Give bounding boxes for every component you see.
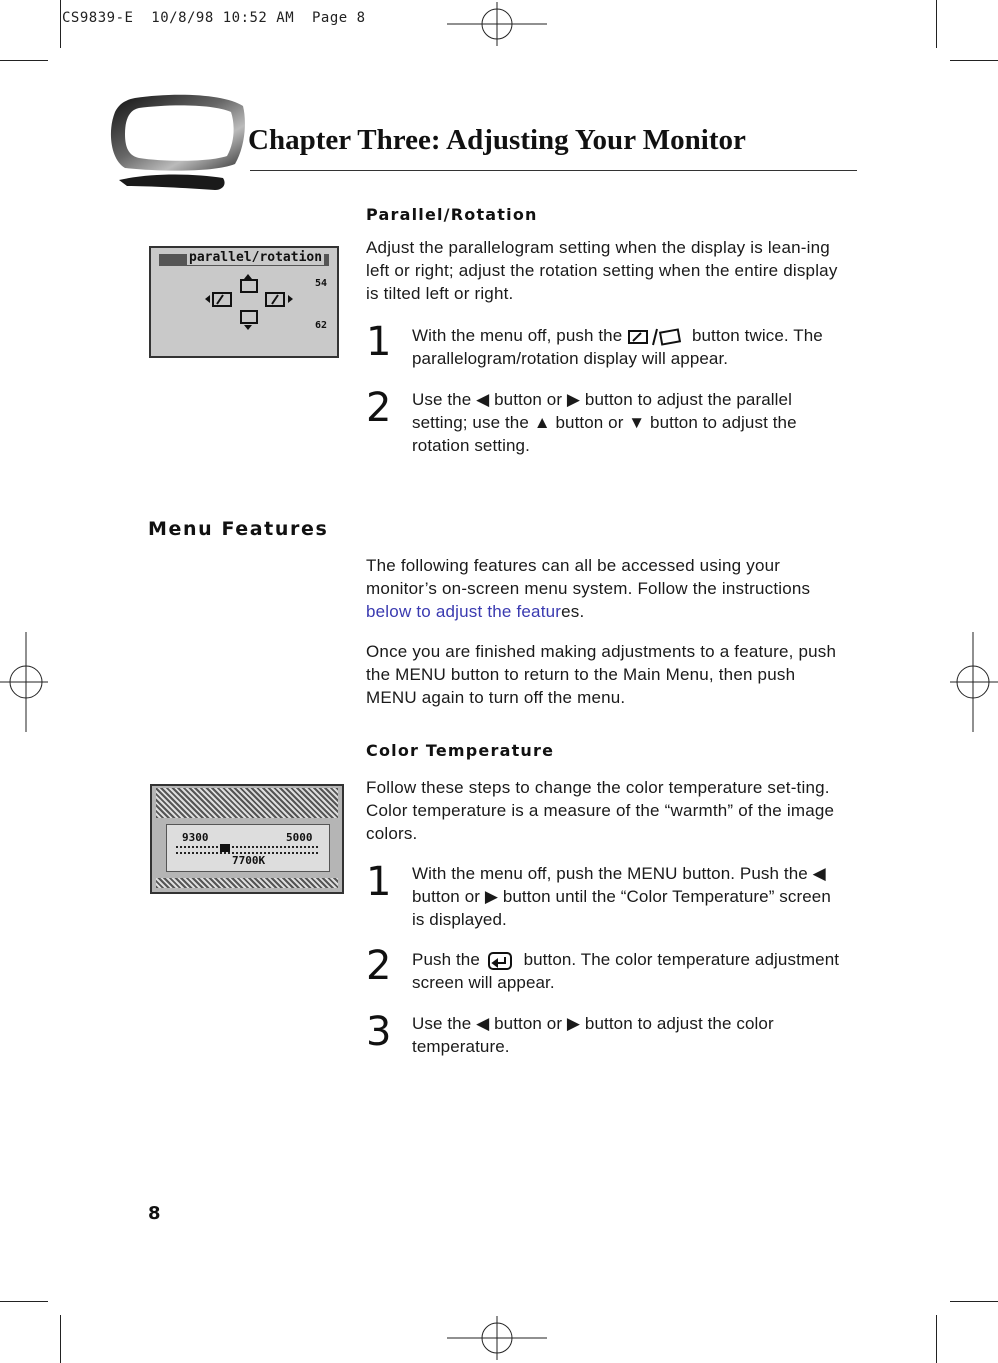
osd-parallel-rotation-icons xyxy=(151,248,337,356)
menu-features-para-1: The following features can all be accessed using your monitor’s on-screen menu system. Follow the instructions below to adjust the features. xyxy=(366,556,811,621)
step-number: 2 xyxy=(366,943,392,989)
color-step-1 xyxy=(366,859,846,929)
osd-temp-left: 9300 xyxy=(182,831,209,844)
color-temperature-heading: Color Temperature xyxy=(366,741,555,760)
step-number: 1 xyxy=(366,319,392,365)
parallel-rotation-osd-image xyxy=(149,246,339,358)
chapter-logo-icon xyxy=(105,92,250,194)
step-number: 1 xyxy=(366,859,392,905)
osd-temp-current: 7700K xyxy=(232,854,266,867)
step-number: 3 xyxy=(366,1009,392,1055)
parallel-step-2 xyxy=(366,385,846,460)
chapter-title: Chapter Three: Adjusting Your Monitor xyxy=(248,124,746,156)
parallel-step-1 xyxy=(366,319,846,382)
color-step-3 xyxy=(366,1009,846,1064)
step-number: 2 xyxy=(366,385,392,431)
step-text: Use the ◀ button or ▶ button to adjust the parallel setting; use the ▲ button or ▼ button to adjust the rotation setting. xyxy=(412,390,797,455)
osd-temp-slider-thumb xyxy=(220,844,230,852)
color-temperature-osd-image xyxy=(150,784,344,894)
color-temperature-intro: Follow these steps to change the color temperature set-ting. Color temperature is a measure of the “warmth” of the image colors. xyxy=(366,778,835,843)
parallel-rotation-intro: Adjust the parallelogram setting when the display is lean-ing left or right; adjust the rotation setting when the entire display is tilted left or right. xyxy=(366,238,838,303)
step-text: With the menu off, push the button twice. The parallelogram/rotation display will appear. xyxy=(412,326,823,368)
parallel-rotation-heading: Parallel/Rotation xyxy=(366,205,538,224)
color-step-2 xyxy=(366,943,846,998)
osd-value-bottom: 62 xyxy=(315,320,328,331)
step-text: Use the ◀ button or ▶ button to adjust the color temperature. xyxy=(412,1014,774,1056)
title-rule xyxy=(250,170,857,171)
step-text: With the menu off, push the MENU button. Push the ◀ button or ▶ button until the “Color Temperature” screen is displayed. xyxy=(412,864,831,929)
osd-title: parallel/rotation xyxy=(189,250,323,265)
menu-features-para-2: Once you are finished making adjustments to a feature, push the MENU button to return to the Main Menu, then push MENU again to turn off the menu. xyxy=(366,642,837,707)
enter-button-icon xyxy=(485,951,519,971)
menu-features-heading: Menu Features xyxy=(148,518,329,540)
page-number: 8 xyxy=(148,1203,161,1224)
parallel-rotation-button-icon xyxy=(627,327,687,347)
osd-temp-right: 5000 xyxy=(286,831,313,844)
print-slug: CS9839-E 10/8/98 10:52 AM Page 8 xyxy=(62,10,366,26)
highlighted-text: below to adjust the featur xyxy=(366,602,562,621)
osd-value-top: 54 xyxy=(315,278,328,289)
step-text: Push the button. The color temperature adjustment screen will appear. xyxy=(412,950,840,992)
